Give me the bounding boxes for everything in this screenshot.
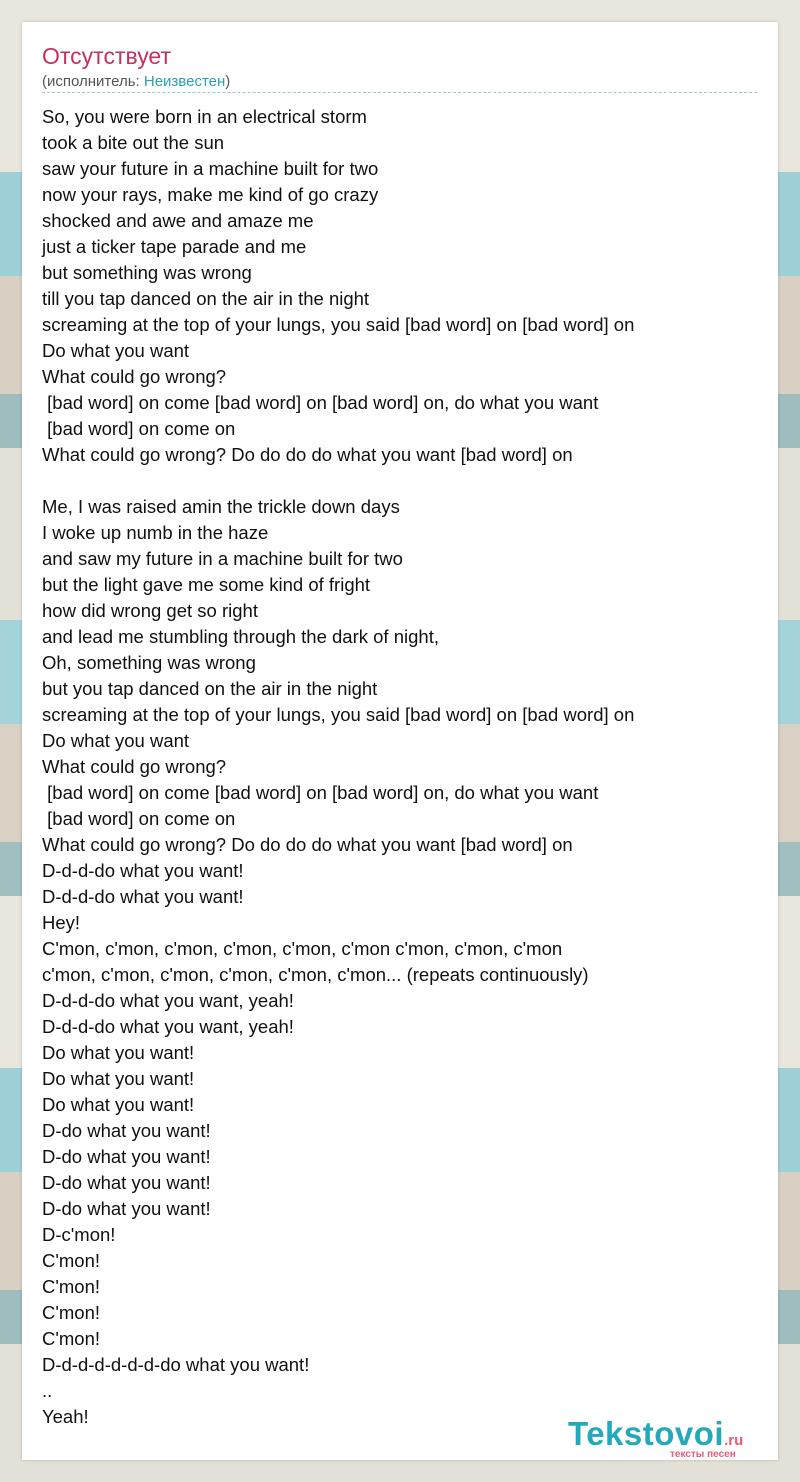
lyric-line: D-c'mon! bbox=[42, 1224, 116, 1245]
lyric-line: D-do what you want! bbox=[42, 1146, 211, 1167]
lyric-line: I woke up numb in the haze bbox=[42, 522, 269, 543]
lyric-line: .. bbox=[42, 1380, 53, 1401]
lyric-line: C'mon! bbox=[42, 1302, 101, 1323]
lyric-line: So, you were born in an electrical storm bbox=[42, 106, 367, 127]
artist-line bbox=[42, 73, 230, 91]
lyric-line: shocked and awe and amaze me bbox=[42, 210, 314, 231]
lyric-line: C'mon! bbox=[42, 1328, 101, 1349]
lyric-line: Do what you want! bbox=[42, 1042, 195, 1063]
logo-tagline: тексты песен bbox=[670, 1449, 736, 1460]
lyric-line: What could go wrong? Do do do do what you want [bad word] on bbox=[42, 444, 573, 465]
lyric-line: [bad word] on come [bad word] on [bad word] on, do what you want bbox=[42, 782, 599, 803]
lyric-line: D-do what you want! bbox=[42, 1172, 211, 1193]
lyric-line: saw your future in a machine built for two bbox=[42, 158, 379, 179]
lyric-line: now your rays, make me kind of go crazy bbox=[42, 184, 379, 205]
lyric-line: but something was wrong bbox=[42, 262, 252, 283]
logo-tld: .ru bbox=[724, 1432, 744, 1449]
site-logo[interactable] bbox=[568, 1416, 778, 1460]
lyric-line: Oh, something was wrong bbox=[42, 652, 256, 673]
lyric-line: D-do what you want! bbox=[42, 1198, 211, 1219]
lyric-line: C'mon! bbox=[42, 1276, 101, 1297]
lyric-line: D-d-d-do what you want! bbox=[42, 886, 244, 907]
lyric-line: [bad word] on come [bad word] on [bad word] on, do what you want bbox=[42, 392, 599, 413]
lyrics-text bbox=[42, 104, 762, 1430]
lyric-line: Hey! bbox=[42, 912, 81, 933]
lyric-line: D-do what you want! bbox=[42, 1120, 211, 1141]
lyric-line: and lead me stumbling through the dark of night, bbox=[42, 626, 439, 647]
lyric-line: Do what you want bbox=[42, 340, 190, 361]
lyric-line: What could go wrong? Do do do do what you want [bad word] on bbox=[42, 834, 573, 855]
lyric-line: [bad word] on come on bbox=[42, 418, 236, 439]
lyric-line: screaming at the top of your lungs, you said [bad word] on [bad word] on bbox=[42, 314, 635, 335]
lyric-line: Do what you want! bbox=[42, 1068, 195, 1089]
lyric-line: c'mon, c'mon, c'mon, c'mon, c'mon, c'mon... (repeats continuously) bbox=[42, 964, 589, 985]
lyric-line: C'mon, c'mon, c'mon, c'mon, c'mon, c'mon c'mon, c'mon, c'mon bbox=[42, 938, 563, 959]
lyric-line: but the light gave me some kind of fright bbox=[42, 574, 371, 595]
lyric-line: [bad word] on come on bbox=[42, 808, 236, 829]
lyric-line: D-d-d-do what you want, yeah! bbox=[42, 1016, 294, 1037]
lyric-line: just a ticker tape parade and me bbox=[42, 236, 307, 257]
lyric-line: C'mon! bbox=[42, 1250, 101, 1271]
header-divider bbox=[42, 92, 757, 93]
artist-suffix: ) bbox=[225, 73, 231, 90]
song-title: Отсутствует bbox=[42, 43, 171, 69]
lyric-line: but you tap danced on the air in the night bbox=[42, 678, 378, 699]
lyric-line: Yeah! bbox=[42, 1406, 89, 1427]
logo-name: Tekstovoi bbox=[568, 1415, 725, 1452]
lyric-line: and saw my future in a machine built for two bbox=[42, 548, 403, 569]
lyric-line: D-d-d-do what you want! bbox=[42, 860, 244, 881]
lyric-line: screaming at the top of your lungs, you said [bad word] on [bad word] on bbox=[42, 704, 635, 725]
lyric-line: how did wrong get so right bbox=[42, 600, 258, 621]
lyric-line: Me, I was raised amin the trickle down days bbox=[42, 496, 400, 517]
lyric-line: Do what you want! bbox=[42, 1094, 195, 1115]
lyrics-card bbox=[22, 22, 778, 1460]
artist-prefix: (исполнитель: bbox=[42, 73, 144, 90]
lyric-line: Do what you want bbox=[42, 730, 190, 751]
artist-link[interactable]: Неизвестен bbox=[143, 73, 226, 90]
lyric-line: till you tap danced on the air in the night bbox=[42, 288, 370, 309]
lyric-line: What could go wrong? bbox=[42, 366, 227, 387]
lyric-line: took a bite out the sun bbox=[42, 132, 225, 153]
lyric-line: What could go wrong? bbox=[42, 756, 227, 777]
lyric-line: D-d-d-d-d-d-d-do what you want! bbox=[42, 1354, 310, 1375]
lyric-line: D-d-d-do what you want, yeah! bbox=[42, 990, 294, 1011]
